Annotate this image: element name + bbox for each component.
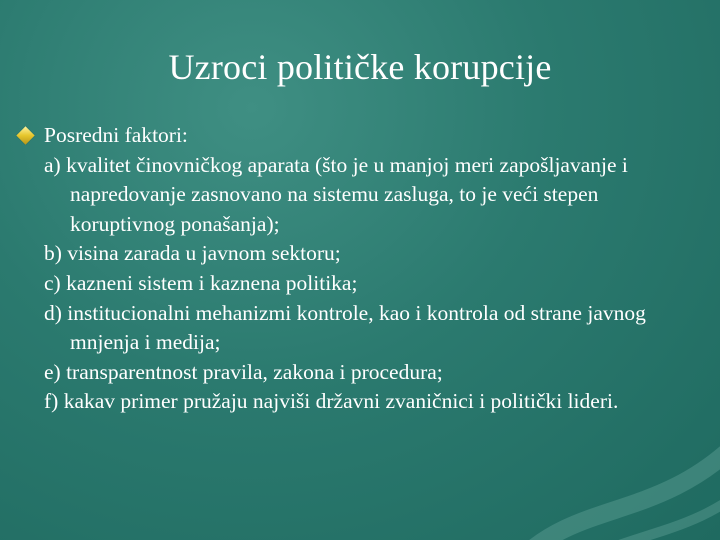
bullet-heading: Posredni faktori: <box>44 123 188 147</box>
list-item-f: f) kakav primer pružaju najviši državni zvaničnici i politički lideri. <box>44 389 619 414</box>
slide-title: Uzroci političke korupcije <box>168 47 552 87</box>
slide-content <box>44 121 684 417</box>
list-item-c: c) kazneni sistem i kaznena politika; <box>44 270 358 295</box>
diamond-bullet-icon <box>16 126 34 144</box>
list-item-d: d) institucionalni mehanizmi kontrole, kao i kontrola od strane javnog mnjenja i medija; <box>44 300 646 355</box>
bullet-heading-line <box>16 121 684 151</box>
list-item-a: a) kvalitet činovničkog aparata (što je u manjoj meri zapošljavanje i napredovanje zasnovano na sistemu zasluga, to je veći stepen koruptivnog ponašanja); <box>44 152 628 236</box>
list-item-b: b) visina zarada u javnom sektoru; <box>44 241 341 266</box>
list-item-e: e) transparentnost pravila, zakona i procedura; <box>44 359 443 384</box>
